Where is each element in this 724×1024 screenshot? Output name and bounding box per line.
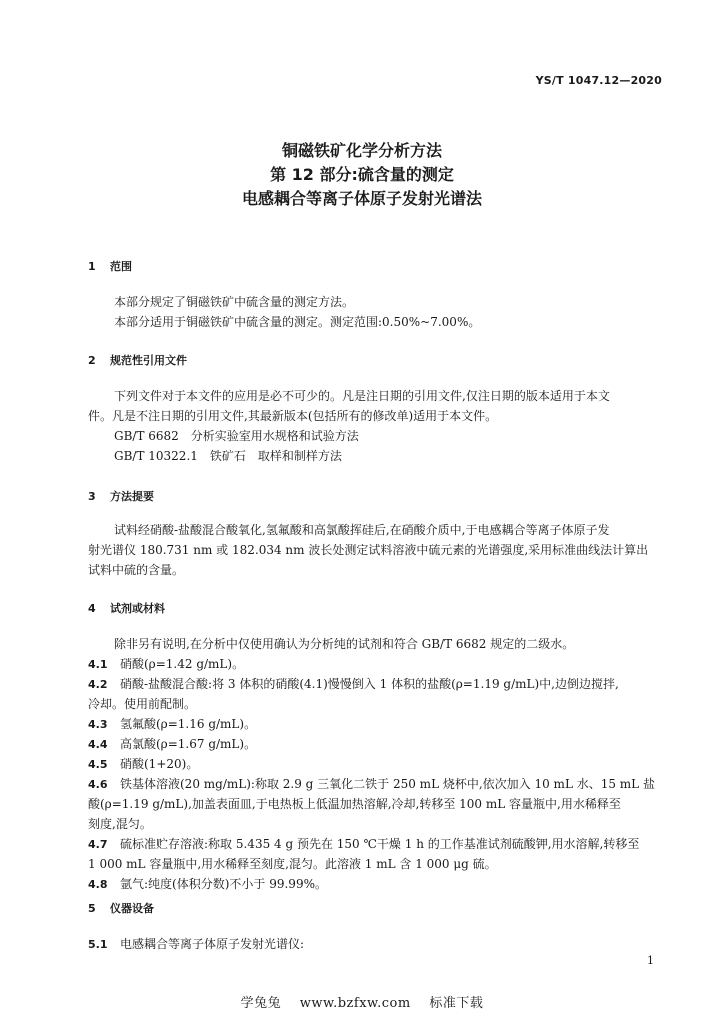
paragraph: 件。凡是不注日期的引用文件,其最新版本(包括所有的修改单)适用于本文件。 (88, 409, 498, 423)
document-title-line1: 铜磁铁矿化学分析方法 (281, 141, 442, 160)
section-title: 方法提要 (110, 490, 154, 503)
section-5-heading (88, 900, 154, 916)
list-item (88, 874, 662, 895)
section-title: 仪器设备 (110, 902, 154, 915)
item-number: 4.8 (88, 878, 108, 891)
list-item (88, 674, 662, 695)
page-number: 1 (647, 954, 654, 967)
list-item (88, 834, 662, 855)
document-title-line3: 电感耦合等离子体原子发射光谱法 (241, 189, 482, 208)
item-text: 高氯酸(ρ=1.67 g/mL)。 (120, 737, 257, 751)
paragraph: 本部分规定了铜磁铁矿中硫含量的测定方法。 (114, 295, 355, 309)
item-text: 硫标准贮存溶液:称取 5.435 4 g 预先在 150 ℃干燥 1 h 的工作基准试剂硫酸钾,用水溶解,转移至 (120, 837, 640, 851)
section-number: 4 (88, 602, 96, 615)
paragraph: 试料中硫的含量。 (88, 563, 185, 577)
section-4-heading (88, 600, 165, 616)
item-continuation: 冷却。使用前配制。 (88, 697, 197, 711)
list-item (88, 654, 662, 675)
item-number: 5.1 (88, 938, 108, 951)
section-title: 规范性引用文件 (110, 354, 187, 367)
item-text: 硝酸-盐酸混合酸:将 3 体积的硝酸(4.1)慢慢倒入 1 体积的盐酸(ρ=1.19 g/mL)中,边倒边搅拌, (120, 677, 619, 691)
footer-url: www.bzfxw.com (299, 996, 411, 1011)
section-3-heading (88, 488, 154, 504)
item-continuation: 1 000 mL 容量瓶中,用水稀释至刻度,混匀。此溶液 1 mL 含 1 000 μg 硫。 (88, 857, 497, 871)
footer-site-name: 学兔兔 (240, 996, 282, 1011)
item-number: 4.4 (88, 738, 108, 751)
item-number: 4.2 (88, 678, 108, 691)
paragraph: 下列文件对于本文件的应用是必不可少的。凡是注日期的引用文件,仅注日期的版本适用于本文 (114, 389, 610, 403)
list-item (88, 754, 662, 775)
paragraph: 射光谱仪 180.731 nm 或 182.034 nm 波长处测定试料溶液中硫元素的光谱强度,采用标准曲线法计算出 (88, 543, 649, 557)
section-number: 2 (88, 354, 96, 367)
document-title-line2: 第 12 部分:硫含量的测定 (270, 165, 454, 184)
section-number: 5 (88, 902, 96, 915)
item-number: 4.3 (88, 718, 108, 731)
paragraph: 除非另有说明,在分析中仅使用确认为分析纯的试剂和符合 GB/T 6682 规定的二级水。 (114, 637, 575, 651)
list-item (88, 734, 662, 755)
paragraph: 试料经硝酸-盐酸混合酸氧化,氢氟酸和高氯酸挥硅后,在硝酸介质中,于电感耦合等离子体原子发 (114, 523, 610, 537)
list-item (88, 774, 662, 795)
section-2-heading (88, 352, 187, 368)
section-number: 3 (88, 490, 96, 503)
reference-gbt6682: GB/T 6682 分析实验室用水规格和试验方法 (114, 429, 359, 443)
item-number: 4.6 (88, 778, 108, 791)
standard-code: YS/T 1047.12—2020 (535, 74, 662, 87)
paragraph: 本部分适用于铜磁铁矿中硫含量的测定。测定范围:0.50%~7.00%。 (114, 315, 481, 329)
section-1-heading (88, 258, 132, 274)
section-title: 范围 (110, 260, 132, 273)
section-number: 1 (88, 260, 96, 273)
item-continuation: 刻度,混匀。 (88, 817, 152, 831)
item-text: 氩气:纯度(体积分数)不小于 99.99%。 (120, 877, 327, 891)
item-text: 铁基体溶液(20 mg/mL):称取 2.9 g 三氧化二铁于 250 mL 烧杯中,依次加入 10 mL 水、15 mL 盐 (120, 777, 655, 791)
item-number: 4.1 (88, 658, 108, 671)
item-number: 4.5 (88, 758, 108, 771)
item-text: 硝酸(1+20)。 (120, 757, 199, 771)
footer-watermark (0, 992, 724, 1011)
reference-gbt10322-1: GB/T 10322.1 铁矿石 取样和制样方法 (114, 449, 342, 463)
item-continuation: 酸(ρ=1.19 g/mL),加盖表面皿,于电热板上低温加热溶解,冷却,转移至 100 mL 容量瓶中,用水稀释至 (88, 797, 621, 811)
item-text: 硝酸(ρ=1.42 g/mL)。 (120, 657, 245, 671)
footer-label: 标准下载 (429, 996, 484, 1011)
section-title: 试剂或材料 (110, 602, 165, 615)
item-text: 氢氟酸(ρ=1.16 g/mL)。 (120, 717, 257, 731)
item-number: 4.7 (88, 838, 108, 851)
item-text: 电感耦合等离子体原子发射光谱仪: (120, 937, 305, 951)
list-item (88, 934, 662, 955)
list-item (88, 714, 662, 735)
